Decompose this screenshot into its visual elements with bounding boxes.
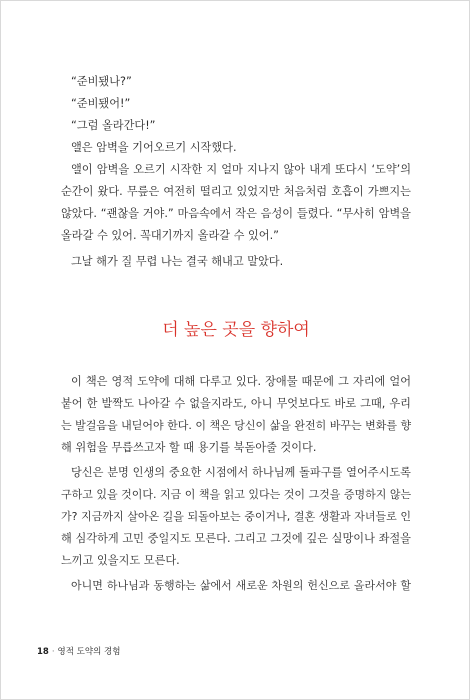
paragraph-line: 해 심각하게 고민 중일지도 모른다. 그리고 그것에 깊은 실망이나 좌절을 <box>61 532 411 545</box>
paragraph-line: 가? 지금까지 살아온 길을 되돌아보는 중이거나, 결혼 생활과 자녀들로 인 <box>61 510 411 523</box>
paragraph-line: 느끼고 있을지도 모른다. <box>61 554 180 567</box>
paragraph-line: 구하고 있을 것이다. 지금 이 책을 읽고 있다는 것이 그것을 증명하지 않는 <box>61 488 412 501</box>
paragraph-line: 그날 해가 질 무렵 나는 결국 해내고 말았다. <box>71 255 284 268</box>
paragraph-line: 앨은 암벽을 기어오르기 시작했다. <box>71 141 237 154</box>
paragraph-line: 앨이 암벽을 오르기 시작한 지 얼마 지나지 않아 내게 또다시 ‘도약’의 <box>71 163 411 176</box>
page-footer <box>37 646 120 658</box>
paragraph-line: 순간이 왔다. 무릎은 여전히 떨리고 있었지만 처음처럼 호흡이 가쁘지는 <box>61 185 411 198</box>
paragraph-line: 아니면 하나님과 동행하는 삶에서 새로운 차원의 헌신으로 올라서야 할 <box>71 579 411 592</box>
running-title: 영적 도약의 경험 <box>57 647 121 657</box>
footer-separator: · <box>51 647 55 657</box>
dialogue-line: “그럼 올라간다!” <box>71 119 156 132</box>
paragraph-line: 해 위험을 무릅쓰고자 할 때 용기를 북돋아줄 것이다. <box>61 441 317 454</box>
dialogue-line: “준비됐나?” <box>71 75 132 88</box>
section-heading: 더 높은 곳을 향하여 <box>162 320 310 340</box>
dialogue-line: “준비됐어!” <box>71 97 131 110</box>
paragraph-line: 이 책은 영적 도약에 대해 다루고 있다. 장애물 때문에 그 자리에 얼어 <box>71 375 411 388</box>
paragraph-line: 않았다. “괜찮을 거야.” 마음속에서 작은 음성이 들렸다. “무사히 암벽을 <box>61 207 411 220</box>
paragraph-line: 붙어 한 발짝도 나아갈 수 없을지라도, 아니 무엇보다도 바로 그때, 우리 <box>61 397 411 410</box>
page-number: 18 <box>37 647 49 657</box>
paragraph-line: 올라갈 수 있어. 꼭대기까지 올라갈 수 있어.” <box>61 229 279 242</box>
paragraph-line: 당신은 분명 인생의 중요한 시점에서 하나님께 돌파구를 열어주시도록 <box>71 466 411 479</box>
paragraph-line: 는 발걸음을 내딛어야 한다. 이 책은 당신이 삶을 완전히 바꾸는 변화를 향 <box>61 419 412 432</box>
